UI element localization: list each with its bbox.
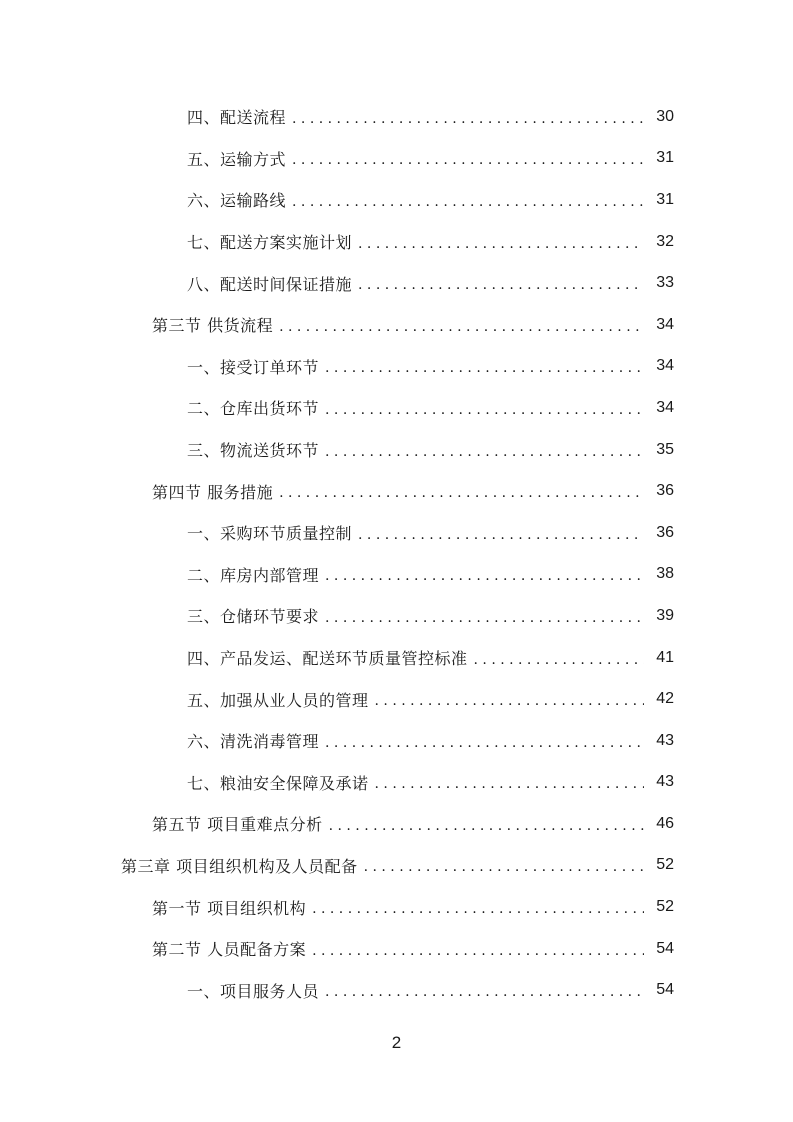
toc-entry[interactable]: [0, 429, 793, 471]
toc-entry-page: 54: [656, 939, 674, 957]
toc-entry-title: 第三章 项目组织机构及人员配备: [121, 856, 358, 876]
toc-entry-page: 34: [656, 315, 674, 333]
toc-entry[interactable]: [0, 803, 793, 845]
toc-dot-leader: [292, 111, 644, 127]
toc-entry[interactable]: [0, 138, 793, 180]
toc-dot-leader: [325, 568, 644, 584]
toc-entry-title: 五、加强从业人员的管理: [187, 690, 369, 710]
toc-entry[interactable]: [0, 304, 793, 346]
toc-entry[interactable]: [0, 720, 793, 762]
toc-entry-title: 第二节 人员配备方案: [152, 940, 307, 960]
toc-entry-title: 一、采购环节质量控制: [187, 524, 353, 544]
toc-dot-leader: [279, 485, 644, 501]
toc-entry-page: 43: [656, 773, 674, 791]
toc-entry-page: 54: [656, 981, 674, 999]
toc-entry[interactable]: [0, 969, 793, 1011]
toc-entry-title: 三、物流送货环节: [187, 441, 320, 461]
toc-entry[interactable]: [0, 595, 793, 637]
toc-dot-leader: [312, 943, 644, 959]
toc-entry-page: 46: [656, 814, 674, 832]
toc-entry[interactable]: [0, 928, 793, 970]
toc-dot-leader: [325, 610, 644, 626]
toc-entry-page: 52: [656, 856, 674, 874]
toc-entry-title: 六、清洗消毒管理: [187, 732, 320, 752]
toc-entry-title: 一、项目服务人员: [187, 981, 320, 1001]
toc-entry-title: 三、仓储环节要求: [187, 607, 320, 627]
toc-entry[interactable]: [0, 96, 793, 138]
toc-entry[interactable]: [0, 762, 793, 804]
toc-dot-leader: [364, 859, 644, 875]
toc-dot-leader: [358, 277, 644, 293]
toc-entry[interactable]: [0, 637, 793, 679]
toc-entry-title: 四、产品发运、配送环节质量管控标准: [187, 649, 468, 669]
toc-entry[interactable]: [0, 387, 793, 429]
toc-dot-leader: [474, 652, 644, 668]
toc-dot-leader: [375, 776, 644, 792]
toc-entry-page: 30: [656, 107, 674, 125]
toc-entry[interactable]: [0, 554, 793, 596]
toc-entry-page: 35: [656, 440, 674, 458]
toc-entry-page: 36: [656, 482, 674, 500]
toc-dot-leader: [358, 236, 644, 252]
toc-entry-title: 七、粮油安全保障及承诺: [187, 773, 369, 793]
page-number: 2: [391, 1033, 402, 1052]
toc-entry-page: 31: [656, 190, 674, 208]
toc-dot-leader: [312, 901, 644, 917]
toc-entry-title: 二、仓库出货环节: [187, 399, 320, 419]
toc-dot-leader: [292, 194, 644, 210]
toc-entry-title: 二、库房内部管理: [187, 565, 320, 585]
toc-dot-leader: [325, 360, 644, 376]
toc-entry-title: 第四节 服务措施: [152, 482, 274, 502]
toc-entry-title: 五、运输方式: [187, 149, 287, 169]
toc-dot-leader: [358, 527, 644, 543]
toc-entry-title: 四、配送流程: [187, 108, 287, 128]
toc-entry-page: 42: [656, 690, 674, 708]
toc-entry-page: 41: [656, 648, 674, 666]
toc-entry[interactable]: [0, 346, 793, 388]
toc-entry[interactable]: [0, 678, 793, 720]
toc-dot-leader: [325, 402, 644, 418]
toc-entry-page: 34: [656, 357, 674, 375]
toc-entry-page: 31: [656, 149, 674, 167]
toc-entry[interactable]: [0, 179, 793, 221]
toc-entry-title: 第一节 项目组织机构: [152, 898, 307, 918]
toc-entry[interactable]: [0, 221, 793, 263]
toc-entry[interactable]: [0, 845, 793, 887]
toc-dot-leader: [325, 735, 644, 751]
table-of-contents: [0, 96, 793, 1011]
toc-entry-title: 第五节 项目重难点分析: [152, 815, 323, 835]
toc-entry-title: 六、运输路线: [187, 191, 287, 211]
toc-entry-page: 38: [656, 565, 674, 583]
toc-entry-page: 39: [656, 606, 674, 624]
toc-dot-leader: [325, 444, 644, 460]
toc-dot-leader: [329, 818, 644, 834]
toc-entry-page: 43: [656, 731, 674, 749]
toc-entry[interactable]: [0, 470, 793, 512]
toc-entry-title: 八、配送时间保证措施: [187, 274, 353, 294]
toc-entry-page: 32: [656, 232, 674, 250]
toc-entry-page: 33: [656, 274, 674, 292]
toc-entry[interactable]: [0, 512, 793, 554]
toc-entry-page: 36: [656, 523, 674, 541]
toc-entry-title: 七、配送方案实施计划: [187, 233, 353, 253]
toc-entry-title: 一、接受订单环节: [187, 357, 320, 377]
toc-entry-page: 34: [656, 398, 674, 416]
toc-dot-leader: [375, 693, 644, 709]
toc-entry-page: 52: [656, 898, 674, 916]
toc-dot-leader: [279, 319, 644, 335]
toc-entry[interactable]: [0, 886, 793, 928]
toc-dot-leader: [292, 152, 644, 168]
toc-dot-leader: [325, 984, 644, 1000]
toc-entry-title: 第三节 供货流程: [152, 316, 274, 336]
toc-entry[interactable]: [0, 262, 793, 304]
